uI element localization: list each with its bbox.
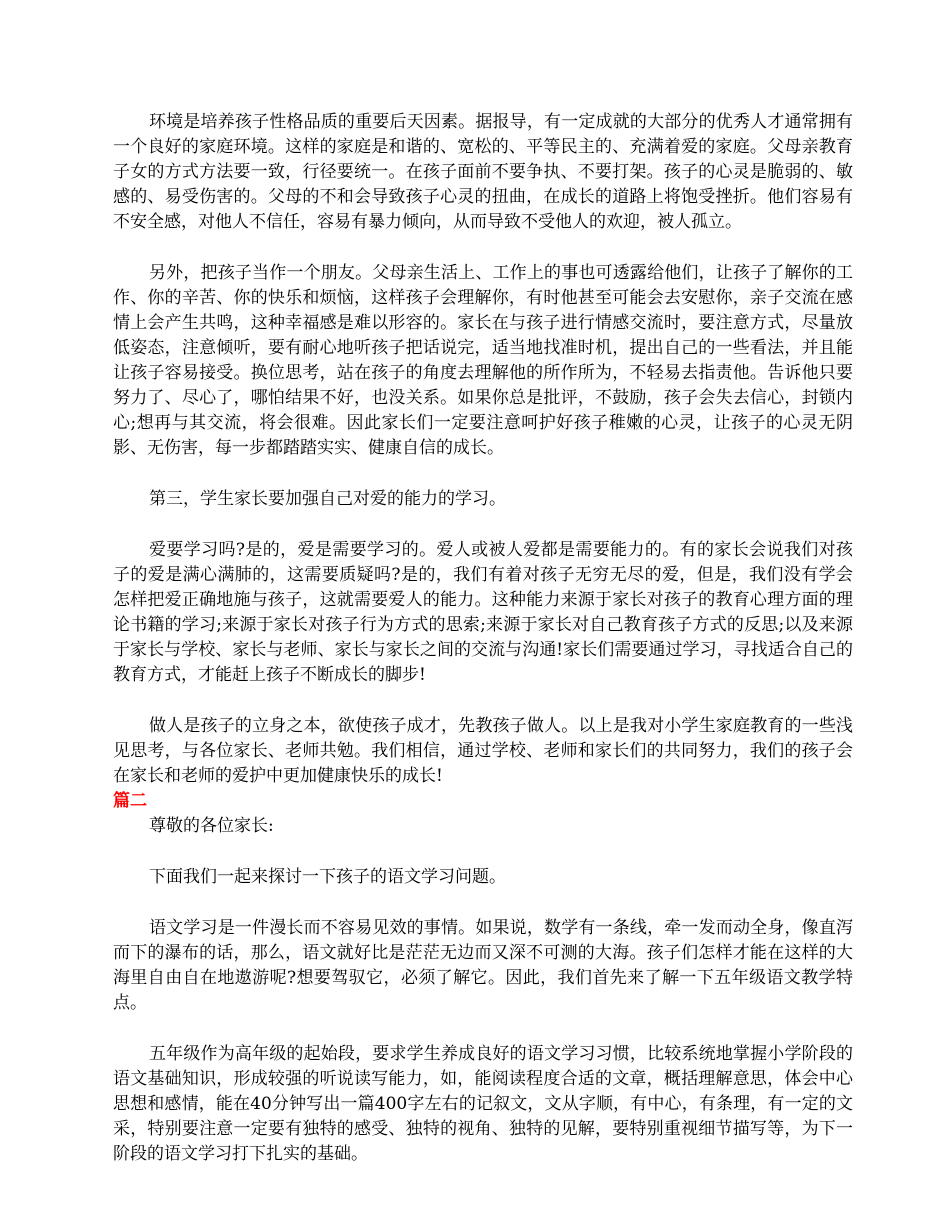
section-heading: 篇二 (113, 791, 147, 811)
paragraph-chinese-learning: 语文学习是一件漫长而不容易见效的事情。如果说，数学有一条线，牵一发而动全身，像直泻而下的瀑布的话，那么，语文就好比是茫茫无边而又深不可测的大海。孩子们怎样才能在这样的大海里自由自在地遨游呢?想要驾驭它，必须了解它。因此，我们首先来了解一下五年级语文教学特点。 (113, 918, 853, 1013)
paragraph-learning-love: 爱要学习吗?是的，爱是需要学习的。爱人或被人爱都是需要能力的。有的家长会说我们对孩子的爱是满心满肺的，这需要质疑吗?是的，我们有着对孩子无穷无尽的爱，但是，我们没有学会怎样把爱正确地施与孩子，这就需要爱人的能力。这种能力来源于家长对孩子的教育心理方面的理论书籍的学习;来源于家长对孩子行为方式的思索;来源于家长对自己教育孩子方式的反思;以及来源于家长与学校、家长与老师、家长与家长之间的交流与沟通!家长们需要通过学习，寻找适合自己的教育方式，才能赶上孩子不断成长的脚步! (113, 540, 853, 685)
paragraph-conclusion: 做人是孩子的立身之本，欲使孩子成才，先教孩子做人。以上是我对小学生家庭教育的一些浅见思考，与各位家长、老师共勉。我们相信，通过学校、老师和家长们的共同努力，我们的孩子会在家长和老师的爱护中更加健康快乐的成长! (113, 716, 853, 786)
paragraph-friend: 另外，把孩子当作一个朋友。父母亲生活上、工作上的事也可透露给他们，让孩子了解你的工作、你的辛苦、你的快乐和烦恼，这样孩子会理解你，有时他甚至可能会去安慰你，亲子交流在感情上会产生共鸣，这种幸福感是难以形容的。家长在与孩子进行情感交流时，要注意方式，尽量放低姿态，注意倾听，要有耐心地听孩子把话说完，适当地找准时机，提出自己的一些看法，并且能让孩子容易接受。换位思考，站在孩子的角度去理解他的所作所为，不轻易去指责他。告诉他只要努力了、尽心了，哪怕结果不好，也没关系。如果你总是批评，不鼓励，孩子会失去信心，封锁内心;想再与其交流，将会很难。因此家长们一定要注意呵护好孩子稚嫩的心灵，让孩子的心灵无阴影、无伤害，每一步都踏踏实实、健康自信的成长。 (113, 263, 853, 458)
paragraph-topic: 下面我们一起来探讨一下孩子的语文学习问题。 (149, 867, 506, 887)
paragraph-greeting: 尊敬的各位家长: (149, 816, 274, 836)
paragraph-environment: 环境是培养孩子性格品质的重要后天因素。据报导，有一定成就的大部分的优秀人才通常拥有一个良好的家庭环境。这样的家庭是和谐的、宽松的、平等民主的、充满着爱的家庭。父母亲教育子女的方式方法要一致，行径要统一。在孩子面前不要争执、不要打架。孩子的心灵是脆弱的、敏感的、易受伤害的。父母的不和会导致孩子心灵的扭曲，在成长的道路上将饱受挫折。他们容易有不安全感，对他人不信任，容易有暴力倾向，从而导致不受他人的欢迎，被人孤立。 (113, 112, 853, 232)
paragraph-third-point: 第三，学生家长要加强自己对爱的能力的学习。 (149, 489, 506, 509)
document-page (113, 110, 853, 1193)
paragraph-grade-five: 五年级作为高年级的起始段，要求学生养成良好的语文学习习惯，比较系统地掌握小学阶段的语文基础知识，形成较强的听说读写能力，如，能阅读程度合适的文章，概括理解意思，体会中心思想和感情，能在40分钟写出一篇400字左右的记叙文，文从字顺，有中心，有条理，有一定的文采，特别要注意一定要有独特的感受、独特的视角、独特的见解，要特别重视细节描写等，为下一阶段的语文学习打下扎实的基础。 (113, 1044, 853, 1164)
